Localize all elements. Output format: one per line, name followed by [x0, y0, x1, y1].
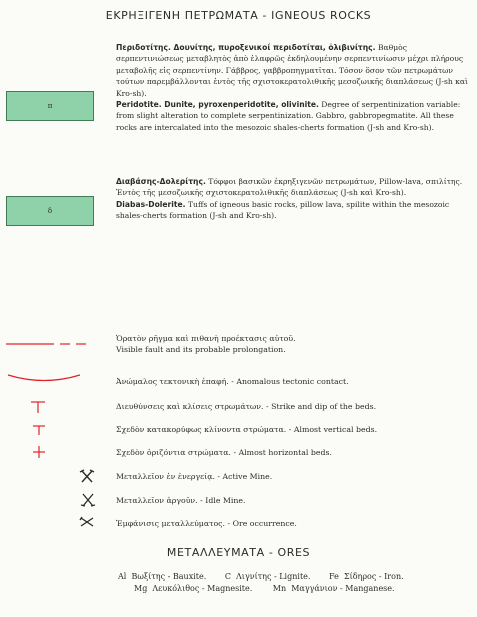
symbol-row-strike-dip: Διευθύνσεις καὶ κλίσεις στρωμάτων. - Strike and dip of the beds. [116, 402, 377, 411]
symbol-english-label: Strike and dip of the beds. [271, 402, 377, 411]
legend-swatch-peridotite [6, 91, 94, 121]
ore-list-row-1 [118, 571, 404, 583]
ore-item-magnesite: Mg Λευκόλιθος - Magnesite. [134, 584, 253, 593]
symbol-english-label: Anomalous tectonic contact. [236, 377, 349, 386]
unit-description-peridotite [116, 42, 468, 133]
unit-greek-text: Τόφφοι βασικῶν ἐκρηξιγενῶν πετρωμάτων, Pillow-lava, σπιλίτης. Ἐντὸς τῆς μεσοζωικῆς σχιστοκερατολιθικῆς διαπλάσεως (J-sh καὶ Kro-sh). [116, 177, 463, 198]
horizontal-beds-icon [32, 445, 46, 459]
unit-greek-name: Διαβάσης-Δολερίτης. [116, 177, 206, 186]
symbol-greek-label: Ἀνώμαλος τεκτονικὴ ἐπαφή. [116, 377, 229, 386]
vertical-beds-icon [32, 424, 46, 436]
symbol-english-label: Almost horizontal beds. [238, 448, 332, 457]
symbol-english-label: Visible fault and its probable prolongation. [116, 345, 286, 354]
symbol-row-ore: Ἐμφάνισις μεταλλεύματος. - Ore occurrence. [116, 519, 297, 528]
unit-english-name: Peridotite. Dunite, pyroxenperidotite, olivinite. [116, 100, 319, 110]
symbol-row-idle-mine: Μεταλλεῖον ἀργοῦν. - Idle Mine. [116, 496, 246, 505]
fault-line-icon [6, 341, 92, 347]
symbol-greek-label: Σχεδὸν κατακορύφως κλίνοντα στρώματα. [116, 425, 287, 434]
page-title: ΕΚΡΗΞΙΓΕΝΗ ΠΕΤΡΩΜΑΤΑ - IGNEOUS ROCKS [105, 9, 372, 22]
unit-code: π [47, 102, 53, 110]
unit-greek-text: Βαθμὸς σερπεντινιώσεως μεταβλητὸς ἀπὸ ἐλαφρῶς ἐκδηλουμένην σερπεντινίωσιν μέχρι πλήρους μεταβολῆς εἰς σερπεντίνην. Γάββρος, γαββροπηγματῖται. Τόσον ὅσον τῶν πετρωμάτων τούτων παρεμβάλλονται ἐντὸς τῆς σχιστοκερατολιθικῆς μεσοζωικῆς διαπλάσεως (J-sh καὶ Kro-sh). [116, 43, 469, 98]
unit-english-text: Tuffs of igneous basic rocks, pillow lava, spilite within the mesozoic shales-cherts formation (J-sh and Kro-sh). [116, 199, 450, 221]
symbol-greek-label: Μεταλλεῖον ἀργοῦν. [116, 496, 198, 505]
unit-greek-name: Περιδοτίτης. Δουνίτης, πυροξενικοί περιδοτίται, ὀλιβινίτης. [116, 43, 376, 52]
symbol-row-vertical: Σχεδὸν κατακορύφως κλίνοντα στρώματα. - Almost vertical beds. [116, 425, 378, 434]
ore-occurrence-icon [79, 516, 95, 528]
symbol-greek-label: Μεταλλεῖον ἐν ἐνεργείᾳ. [116, 472, 215, 481]
symbol-english-label: Idle Mine. [205, 496, 246, 505]
ore-list-row-2 [134, 583, 395, 595]
ore-item-manganese: Mn Μαγγάνιον - Manganese. [272, 584, 395, 593]
symbol-row-fault [116, 333, 296, 355]
symbol-greek-label: Σχεδὸν ὁριζόντια στρώματα. [116, 448, 231, 457]
symbol-greek-label: Διευθύνσεις καὶ κλίσεις στρωμάτων. [116, 402, 264, 411]
active-mine-icon [79, 469, 95, 483]
ores-title: ΜΕΤΑΛΛΕΥΜΑΤΑ - ORES [166, 546, 311, 559]
ore-item-lignite: C Λιγνίτης - Lignite. [224, 572, 311, 581]
unit-english-text: Degree of serpentinization variable: from slight alteration to complete serpentinization. Gabbro, gabbropegmatite. All these rocks are intercalated into the mesozoic shales-cherts formation (J-sh and Kro-sh). [116, 100, 461, 132]
ore-item-bauxite: Al Βωξίτης - Bauxite. [118, 572, 207, 581]
symbol-row-contact: Ἀνώμαλος τεκτονικὴ ἐπαφή. - Anomalous tectonic contact. [116, 377, 349, 386]
symbol-english-label: Almost vertical beds. [293, 425, 378, 434]
unit-english-name: Diabas-Dolerite. [116, 199, 186, 209]
idle-mine-icon [80, 493, 96, 507]
unit-code: δ [47, 207, 53, 215]
unit-description-diabase [116, 176, 468, 222]
symbol-greek-label: Ὁρατὸν ρῆγμα καὶ πιθανὴ προέκτασις αὐτοῦ. [116, 334, 296, 343]
symbol-row-horizontal: Σχεδὸν ὁριζόντια στρώματα. - Almost horizontal beds. [116, 448, 332, 457]
symbol-english-label: Active Mine. [222, 472, 273, 481]
symbol-english-label: Ore occurrence. [232, 519, 297, 528]
legend-swatch-diabase [6, 196, 94, 226]
symbol-greek-label: Ἐμφάνισις μεταλλεύματος. [116, 519, 225, 528]
strike-dip-icon [30, 400, 46, 414]
ore-item-iron: Fe Σίδηρος - Iron. [328, 572, 404, 581]
symbol-row-active-mine: Μεταλλεῖον ἐν ἐνεργείᾳ. - Active Mine. [116, 472, 273, 481]
tectonic-contact-icon [6, 372, 82, 386]
